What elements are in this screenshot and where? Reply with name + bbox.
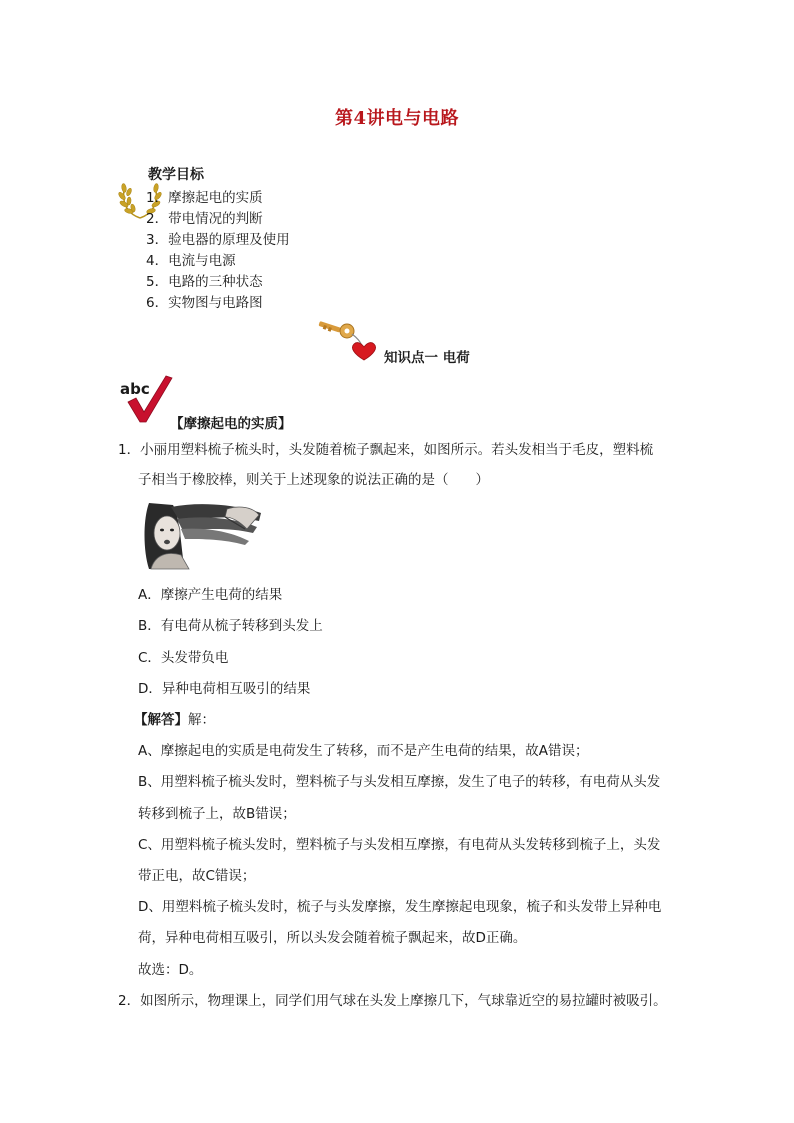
explanation-line: C、用塑料梳子梳头发时，塑料梳子与头发相互摩擦，有电荷从头发转移到梳子上，头发 <box>138 837 661 853</box>
section-badge <box>118 372 176 424</box>
answer-heading <box>134 711 215 729</box>
answer-suffix: 解： <box>188 712 215 728</box>
explanation-line: 转移到梳子上，故B错误； <box>138 806 296 822</box>
option-c: C．头发带负电 <box>138 650 229 666</box>
checkmark-icon <box>118 372 176 424</box>
goal-item: 4．电流与电源 <box>146 253 236 269</box>
goal-item: 5．电路的三种状态 <box>146 274 263 290</box>
girl-combing-hair-illustration <box>141 499 265 571</box>
explanation-line: 带正电，故C错误； <box>138 868 256 884</box>
final-answer: 故选：D。 <box>138 962 203 978</box>
goal-item: 2．带电情况的判断 <box>146 211 263 227</box>
abc-badge-text: abc <box>120 380 150 398</box>
option-d: D．异种电荷相互吸引的结果 <box>138 681 311 697</box>
option-a: A．摩擦产生电荷的结果 <box>138 587 283 603</box>
question-2-line: 2．如图所示，物理课上，同学们用气球在头发上摩擦几下，气球靠近空的易拉罐时被吸引。 <box>118 993 667 1009</box>
goal-item: 3．验电器的原理及使用 <box>146 232 290 248</box>
question-1-line: 子相当于橡胶棒，则关于上述现象的说法正确的是（ ） <box>138 472 489 488</box>
key-heart-icon <box>318 314 382 362</box>
option-b: B．有电荷从梳子转移到头发上 <box>138 618 323 634</box>
goal-item: 6．实物图与电路图 <box>146 295 263 311</box>
explanation-line: B、用塑料梳子梳头发时，塑料梳子与头发相互摩擦，发生了电子的转移，有电荷从头发 <box>138 774 661 790</box>
explanation-line: D、用塑料梳子梳头发时，梳子与头发摩擦，发生摩擦起电现象，梳子和头发带上异种电 <box>138 899 662 915</box>
goal-item: 1．摩擦起电的实质 <box>146 190 263 206</box>
section-label: 【摩擦起电的实质】 <box>170 416 292 432</box>
knowledge-point-title: 知识点一 电荷 <box>384 350 470 366</box>
explanation-line: 荷，异种电荷相互吸引，所以头发会随着梳子飘起来，故D正确。 <box>138 930 527 946</box>
answer-label: 【解答】 <box>134 712 188 728</box>
page-title: 第4讲电与电路 <box>334 108 460 129</box>
question-1-line: 1．小丽用塑料梳子梳头时，头发随着梳子飘起来，如图所示。若头发相当于毛皮，塑料梳 <box>118 442 654 458</box>
goals-heading: 教学目标 <box>148 167 204 183</box>
explanation-line: A、摩擦起电的实质是电荷发生了转移，而不是产生电荷的结果，故A错误； <box>138 743 589 759</box>
knowledge-point-header <box>318 314 518 366</box>
